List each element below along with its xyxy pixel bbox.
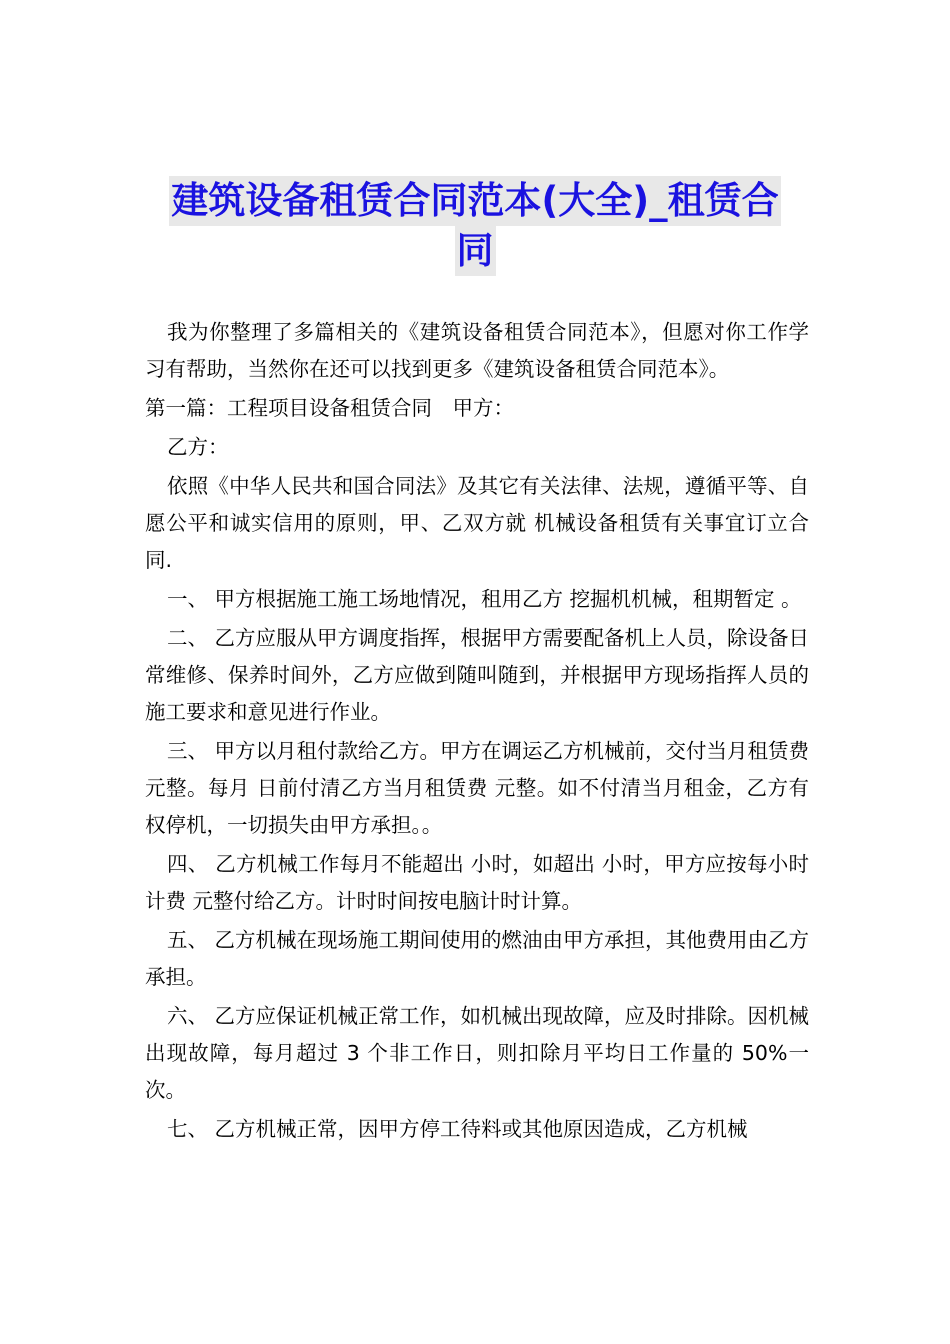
paragraph-preamble: 依照《中华人民共和国合同法》及其它有关法律、法规，遵循平等、自愿公平和诚实信用的原则，甲、乙双方就 机械设备租赁有关事宜订立合同.: [145, 474, 809, 572]
paragraph-intro: 我为你整理了多篇相关的《建筑设备租赁合同范本》，但愿对你工作学习有帮助，当然你在还可以找到更多《建筑设备租赁合同范本》。: [145, 320, 809, 381]
paragraph-clause-1: 一、 甲方根据施工施工场地情况，租用乙方 挖掘机机械，租期暂定 。: [167, 587, 802, 611]
paragraph-party-b: 乙方：: [167, 435, 229, 459]
paragraph-clause-6: 六、 乙方应保证机械正常工作，如机械出现故障，应及时排除。因机械出现故障，每月超过 3 个非工作日，则扣除月平均日工作量的 50%一次。: [145, 1004, 810, 1102]
document-body: [145, 314, 809, 1150]
paragraph-clause-7: 七、 乙方机械正常，因甲方停工待料或其他原因造成，乙方机械: [167, 1117, 748, 1141]
title-line-1: 建筑设备租赁合同范本(大全)_租赁合: [169, 176, 780, 226]
paragraph-clause-5: 五、 乙方机械在现场施工期间使用的燃油由甲方承担，其他费用由乙方承担。: [145, 928, 810, 989]
paragraph-clause-3: 三、 甲方以月租付款给乙方。甲方在调运乙方机械前，交付当月租赁费 元整。每月 日前付清乙方当月租赁费 元整。如不付清当月租金，乙方有权停机，一切损失由甲方承担。。: [145, 739, 810, 837]
document-title: [120, 176, 830, 276]
paragraph-clause-2: 二、 乙方应服从甲方调度指挥，根据甲方需要配备机上人员，除设备日常维修、保养时间外，乙方应做到随叫随到，并根据甲方现场指挥人员的施工要求和意见进行作业。: [145, 626, 810, 724]
paragraph-section-heading: 第一篇：工程项目设备租赁合同 甲方：: [145, 396, 514, 420]
title-line-2: 同: [455, 226, 496, 276]
paragraph-clause-4: 四、 乙方机械工作每月不能超出 小时，如超出 小时，甲方应按每小时计费 元整付给乙方。计时时间按电脑计时计算。: [145, 852, 809, 913]
